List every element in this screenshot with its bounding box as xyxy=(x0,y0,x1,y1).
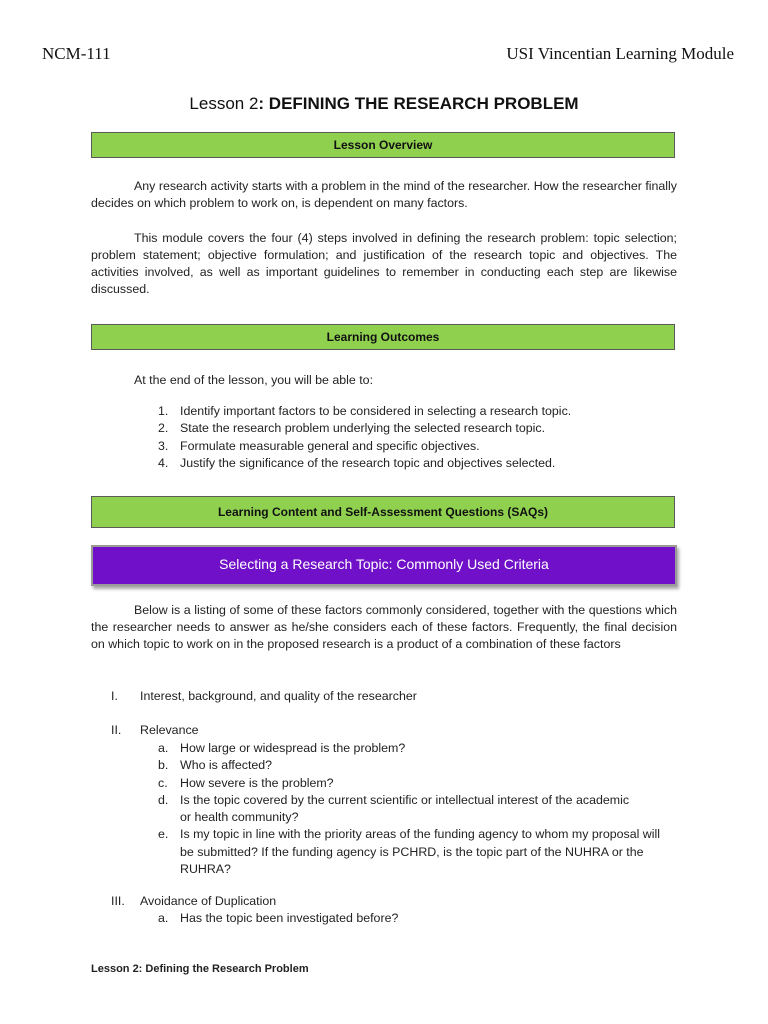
content-paragraph xyxy=(91,602,677,653)
relevance-item: e. Is my topic in line with the priority areas of the funding agency to whom my proposal will be submitted? If the funding agency is PCHRD, is the topic part of the NUHRA or the RUHRA? xyxy=(158,827,661,877)
outcome-item: 2. State the research problem underlying the selected research topic. xyxy=(158,421,546,436)
topic-criteria-banner: Selecting a Research Topic: Commonly Used Criteria xyxy=(91,545,677,586)
lesson-overview-heading: Lesson Overview xyxy=(91,132,675,158)
criterion-text: Relevance xyxy=(140,723,199,737)
content-paragraph-text: Below is a listing of some of these factors commonly considered, together with the questions which the researcher needs to answer as he/she considers each of these factors. Frequently, the final decision on which topic to work on in the proposed research is a product of a combination of these factors xyxy=(91,603,677,651)
page-footer: Lesson 2: Defining the Research Problem xyxy=(91,963,309,975)
learning-outcomes-heading: Learning Outcomes xyxy=(91,324,675,350)
lesson-title xyxy=(0,94,768,114)
overview-paragraph-2 xyxy=(91,230,677,298)
outcomes-list xyxy=(136,403,571,472)
duplication-item: a. Has the topic been investigated before? xyxy=(158,911,399,925)
module-code: NCM-111 xyxy=(42,44,111,63)
relevance-item: c. How severe is the problem? xyxy=(158,775,334,790)
lesson-title-prefix: Lesson 2 xyxy=(189,94,259,113)
relevance-item: b. Who is affected? xyxy=(158,758,273,773)
criterion-number: I. xyxy=(111,689,118,703)
overview-paragraph-1 xyxy=(91,178,677,212)
criterion-text: Interest, background, and quality of the researcher xyxy=(140,689,417,703)
overview-paragraph-2-text: This module covers the four (4) steps involved in defining the research problem: topic selection; problem statement; objective formulation; and justification of the research topic and objectives. The activities involved, as well as important guidelines to remember in conducting each step are likewise discussed. xyxy=(91,231,677,296)
relevance-item: d. Is the topic covered by the current scientific or intellectual interest of the academic or health community? xyxy=(158,792,630,825)
relevance-item: a. How large or widespread is the problem? xyxy=(158,741,406,755)
outcome-item: 4. Justify the significance of the research topic and objectives selected. xyxy=(158,455,556,470)
outcomes-intro: At the end of the lesson, you will be able to: xyxy=(134,373,374,387)
criterion-text: Avoidance of Duplication xyxy=(140,894,277,908)
duplication-list xyxy=(158,910,680,927)
learning-content-heading: Learning Content and Self-Assessment Questions (SAQs) xyxy=(91,496,675,528)
lesson-title-main: : DEFINING THE RESEARCH PROBLEM xyxy=(258,94,579,113)
outcome-item: 3. Formulate measurable general and specific objectives. xyxy=(158,438,480,453)
outcome-item: 1. Identify important factors to be considered in selecting a research topic. xyxy=(158,404,572,418)
criterion-number: II. xyxy=(111,723,122,737)
relevance-list xyxy=(158,740,680,878)
module-title: USI Vincentian Learning Module xyxy=(506,44,734,63)
criterion-number: III. xyxy=(111,894,125,908)
overview-paragraph-1-text: Any research activity starts with a problem in the mind of the researcher. How the researcher finally decides on which problem to work on, is dependent on many factors. xyxy=(91,179,677,210)
